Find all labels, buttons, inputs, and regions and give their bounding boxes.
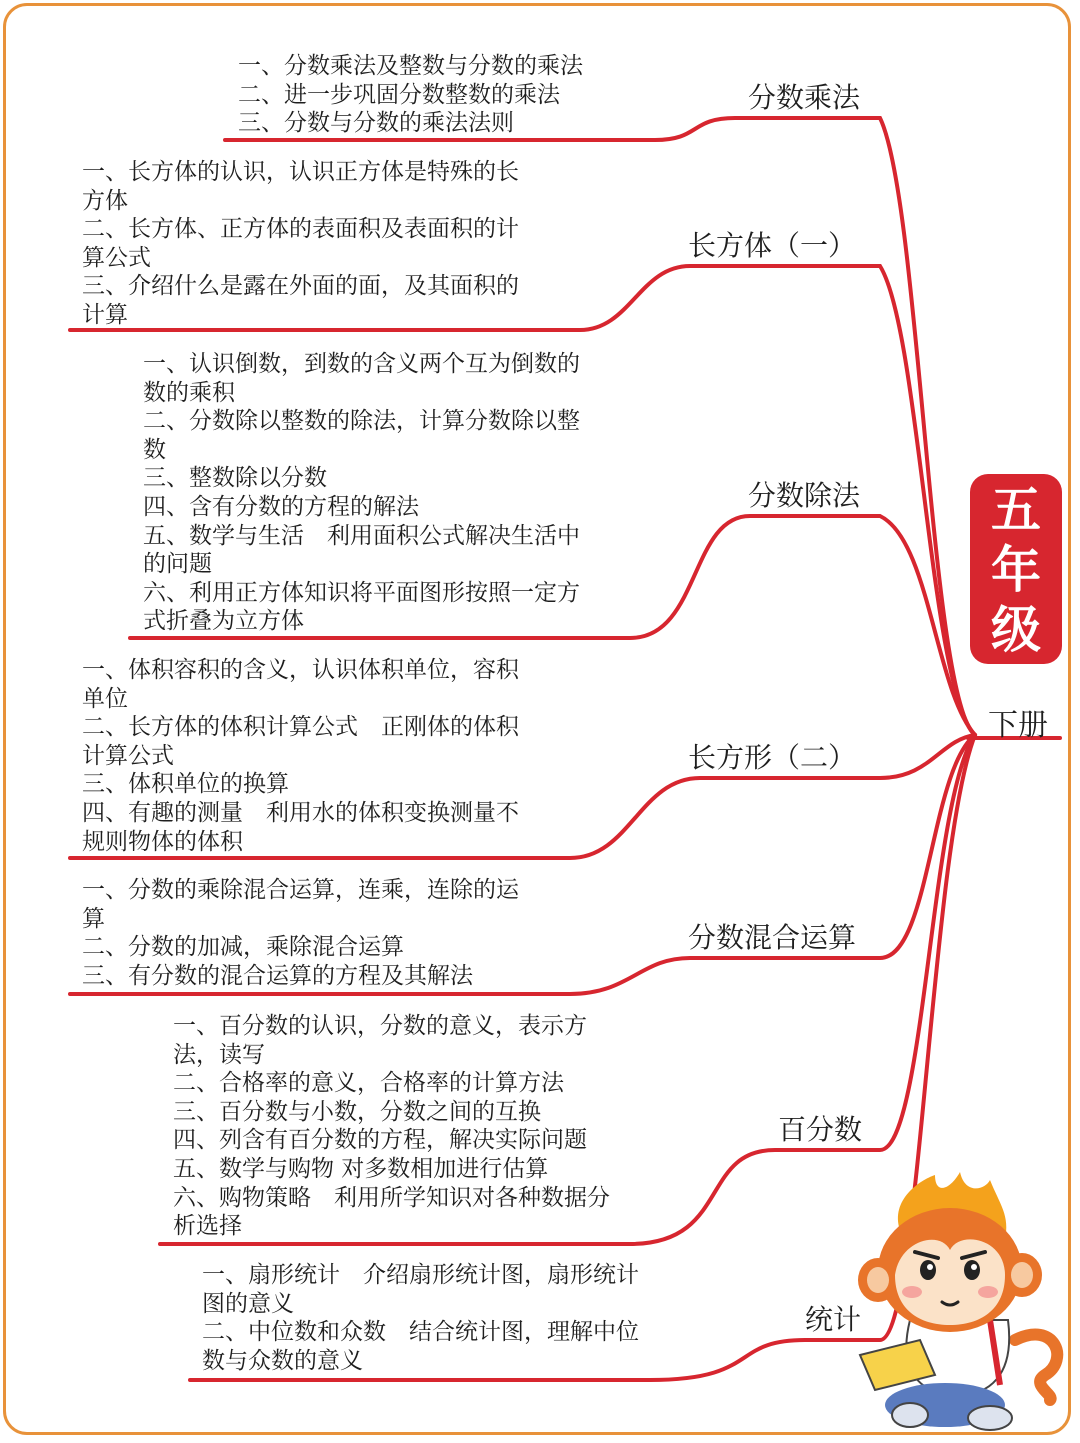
detail-line: 三、百分数与小数，分数之间的互换	[173, 1098, 541, 1125]
detail-line: 三、体积单位的换算	[82, 771, 289, 798]
detail-line: 数	[143, 436, 166, 463]
detail-line: 的问题	[143, 551, 212, 578]
detail-line: 四、有趣的测量 利用水的体积变换测量不	[82, 799, 519, 826]
detail-line: 析选择	[173, 1213, 242, 1240]
detail-line: 数的乘积	[143, 379, 235, 406]
root-char-3: 级	[991, 601, 1041, 659]
detail-line: 三、介绍什么是露在外面的面，及其面积的	[82, 273, 519, 300]
detail-line: 二、分数的加减，乘除混合运算	[82, 934, 404, 961]
topic-details	[202, 1261, 639, 1375]
detail-line: 二、中位数和众数 结合统计图，理解中位	[202, 1319, 639, 1346]
detail-line: 六、利用正方体知识将平面图形按照一定方	[143, 579, 580, 606]
root-char-2: 年	[991, 541, 1041, 599]
detail-line: 规则物体的体积	[82, 828, 243, 855]
detail-line: 数与众数的意义	[202, 1347, 363, 1374]
detail-line: 五、数学与购物 对多数相加进行估算	[173, 1155, 549, 1182]
detail-line: 法，读写	[173, 1041, 265, 1068]
detail-line: 五、数学与生活 利用面积公式解决生活中	[143, 522, 580, 549]
detail-line: 计算	[82, 301, 128, 328]
topic-details	[173, 1012, 610, 1241]
topic-details	[82, 876, 519, 990]
topic-details	[238, 52, 583, 138]
detail-line: 一、分数乘法及整数与分数的乘法	[238, 53, 583, 79]
topic-label: 分数混合运算	[688, 921, 857, 954]
detail-line: 二、进一步巩固分数整数的乘法	[238, 81, 560, 108]
detail-line: 三、有分数的混合运算的方程及其解法	[82, 962, 473, 989]
detail-line: 算公式	[82, 244, 151, 271]
detail-line: 二、长方体的体积计算公式 正刚体的体积	[82, 714, 519, 741]
topic-label: 长方体（一）	[688, 229, 857, 262]
detail-line: 计算公式	[82, 742, 174, 769]
topic-label: 分数除法	[748, 479, 861, 512]
detail-line: 一、扇形统计 介绍扇形统计图，扇形统计	[202, 1262, 639, 1288]
detail-line: 单位	[82, 685, 128, 712]
detail-line: 三、整数除以分数	[143, 465, 327, 492]
detail-line: 二、分数除以整数的除法，计算分数除以整	[143, 408, 580, 435]
topic-details	[82, 656, 519, 856]
detail-line: 图的意义	[202, 1290, 294, 1317]
topic-label: 长方形（二）	[688, 741, 857, 774]
root-node	[970, 474, 1062, 664]
topic-details	[143, 350, 580, 636]
detail-line: 二、长方体、正方体的表面积及表面积的计	[82, 216, 519, 243]
detail-line: 方体	[82, 187, 128, 214]
topic-label: 百分数	[778, 1113, 863, 1146]
topic-label: 分数乘法	[748, 81, 861, 114]
detail-line: 一、分数的乘除混合运算，连乘，连除的运	[82, 877, 519, 903]
detail-line: 二、合格率的意义，合格率的计算方法	[173, 1070, 564, 1097]
detail-line: 一、认识倒数，到数的含义两个互为倒数的	[143, 351, 580, 377]
detail-line: 一、长方体的认识，认识正方体是特殊的长	[82, 159, 519, 185]
detail-line: 四、含有分数的方程的解法	[143, 493, 419, 520]
monkey-mascot-icon	[840, 1170, 1070, 1435]
root-char-1: 五	[991, 481, 1041, 539]
detail-line: 六、购物策略 利用所学知识对各种数据分	[173, 1184, 610, 1211]
topic-label: 统计	[805, 1303, 862, 1336]
detail-line: 一、体积容积的含义，认识体积单位，容积	[82, 657, 519, 683]
detail-line: 四、列含有百分数的方程，解决实际问题	[173, 1127, 587, 1154]
detail-line: 一、百分数的认识，分数的意义，表示方	[173, 1013, 587, 1039]
topic-details	[82, 158, 519, 330]
detail-line: 式折叠为立方体	[143, 608, 304, 635]
detail-line: 三、分数与分数的乘法法则	[238, 110, 514, 137]
root-subtitle: 下册	[988, 708, 1048, 743]
detail-line: 算	[82, 905, 105, 932]
